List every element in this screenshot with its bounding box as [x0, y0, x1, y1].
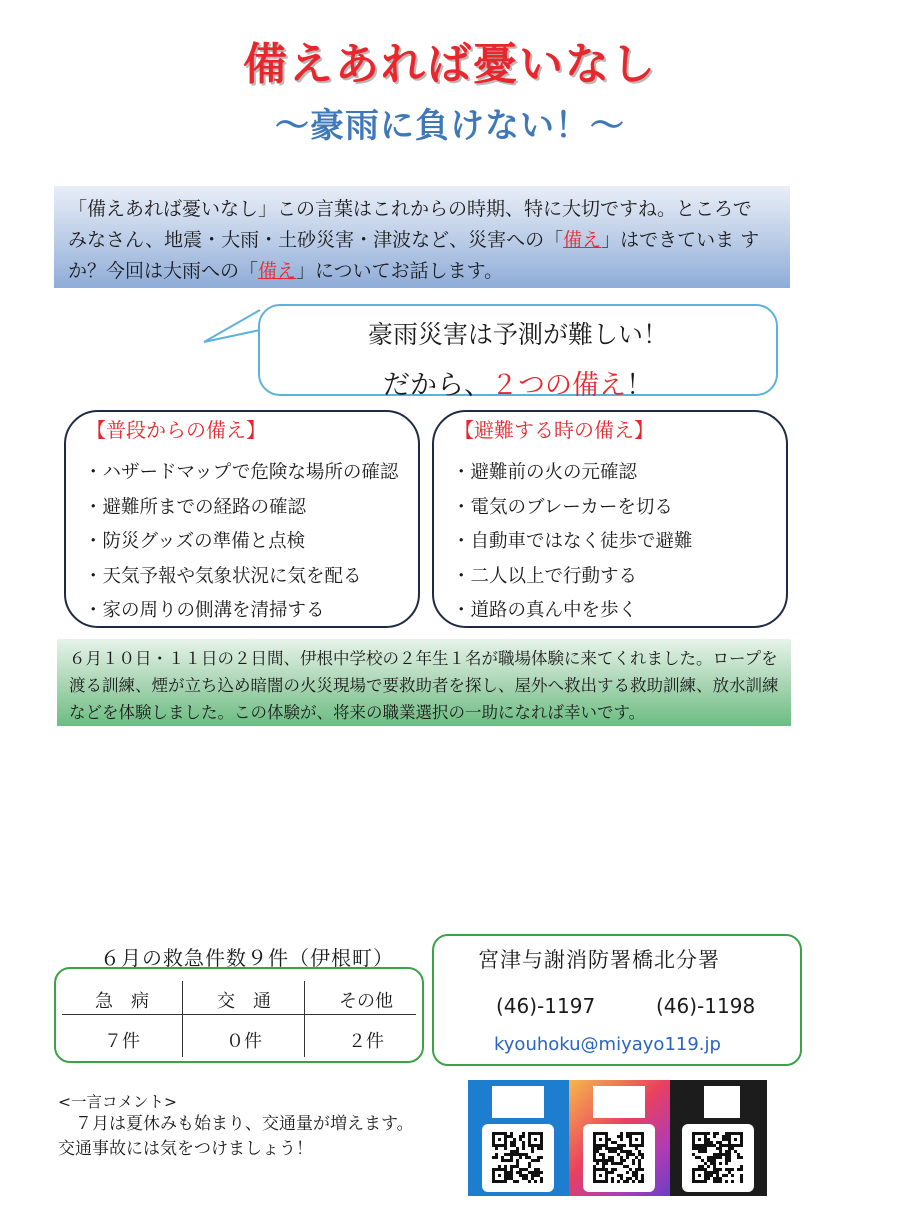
logo-placeholder: [704, 1086, 740, 1118]
bubble-text: だから、: [383, 370, 491, 401]
phone-number[interactable]: (46)-1197: [496, 994, 596, 1018]
list-item: ・ 防災グッズの準備と点検: [84, 525, 398, 560]
intro-line-1: 「備えあれば憂いなし」この言葉はこれからの時期、特に大切ですね。ところで: [68, 198, 752, 220]
instagram-panel[interactable]: [569, 1080, 670, 1196]
list-item: ・ 電気のブレーカーを切る: [452, 491, 693, 526]
bubble-line-1: 豪雨災害は予測が難しい！: [367, 320, 668, 349]
daily-prep-box: [64, 410, 420, 628]
bubble-tail: [200, 300, 262, 350]
daily-prep-list: [84, 456, 398, 629]
speech-bubble: [258, 304, 778, 401]
bubble-line-2: [260, 363, 776, 402]
list-item: ・ 家の周りの側溝を清掃する: [84, 594, 398, 629]
list-item: ・ 二人以上で行動する: [452, 560, 693, 595]
table-cell: ０件: [226, 1031, 262, 1052]
evac-prep-box: [432, 410, 788, 628]
list-item: ・ 避難前の火の元確認: [452, 456, 693, 491]
facebook-qr-icon[interactable]: [482, 1124, 554, 1192]
list-item: ・ 天気予報や気象状況に気を配る: [84, 560, 398, 595]
internship-report: ６月１０日・１１日の２日間、伊根中学校の２年生１名が職場体験に来てくれました。ロープを渡る訓練、煙が立ち込め暗闇の火災現場で要救助者を探し、屋外へ救出する救助訓練、放水訓練などを体験しました。この体験が、将来の職業選択の一助になれば幸いです。: [57, 639, 791, 726]
bubble-emphasis: ２つの備え: [491, 370, 626, 401]
station-name: 宮津与謝消防署橋北分署: [478, 948, 720, 972]
instagram-qr-icon[interactable]: [583, 1124, 655, 1192]
table-divider: [304, 981, 305, 1057]
list-item: ・ 避難所までの経路の確認: [84, 491, 398, 526]
intro-emphasis: 備え: [258, 260, 297, 282]
qr-code: [682, 1124, 754, 1192]
facebook-panel[interactable]: [468, 1080, 569, 1196]
logo-placeholder: [492, 1086, 544, 1118]
list-item: ・ ハザードマップで危険な場所の確認: [84, 456, 398, 491]
table-cell: ７件: [104, 1031, 140, 1052]
logo-placeholder: [593, 1086, 645, 1118]
line-qr-icon[interactable]: [682, 1124, 754, 1192]
table-cell: ２件: [348, 1031, 384, 1052]
page-subtitle: ～豪雨に負けない！～: [275, 106, 625, 146]
fax-number[interactable]: (46)-1198: [656, 994, 756, 1018]
evac-prep-list: [452, 456, 693, 629]
ambulance-count-title: ６月の救急件数９件（伊根町）: [100, 946, 394, 970]
intro-line-3: [68, 256, 776, 287]
table-header: 交 通: [217, 991, 271, 1012]
intro-line-2: [68, 225, 776, 256]
email-link[interactable]: kyouhoku@miyayo119.jp: [494, 1034, 721, 1055]
bubble-text: ！: [626, 370, 653, 401]
comment-heading: <一言コメント>: [58, 1093, 177, 1111]
list-item: ・ 道路の真ん中を歩く: [452, 594, 693, 629]
intro-text: 」についてお話します。: [296, 260, 504, 282]
contact-box: [432, 934, 802, 1066]
comment-body: ７月は夏休みも始まり、交通量が増えます。交通事故には気をつけましょう！: [58, 1114, 414, 1159]
line-panel[interactable]: [670, 1080, 767, 1196]
intro-panel: [54, 186, 790, 288]
evac-prep-title: 【避難する時の備え】: [454, 418, 654, 442]
list-item: ・ 自動車ではなく徒歩で避難: [452, 525, 693, 560]
qr-code: [482, 1124, 554, 1192]
qr-code: [583, 1124, 655, 1192]
table-divider: [182, 981, 183, 1057]
intro-text: 」はできていま す: [601, 229, 760, 251]
table-header: 急 病: [95, 991, 149, 1012]
table-divider: [62, 1014, 416, 1015]
daily-prep-title: 【普段からの備え】: [86, 418, 266, 442]
table-header: その他: [339, 991, 393, 1012]
page-title: 備えあれば憂いなし: [243, 39, 657, 90]
intro-text: か？今回は大雨への「: [68, 260, 259, 282]
ambulance-table: [54, 967, 424, 1063]
intro-text: みなさん、地震・大雨・土砂災害・津波など、災害への「: [68, 229, 564, 251]
intro-emphasis: 備え: [563, 229, 602, 251]
